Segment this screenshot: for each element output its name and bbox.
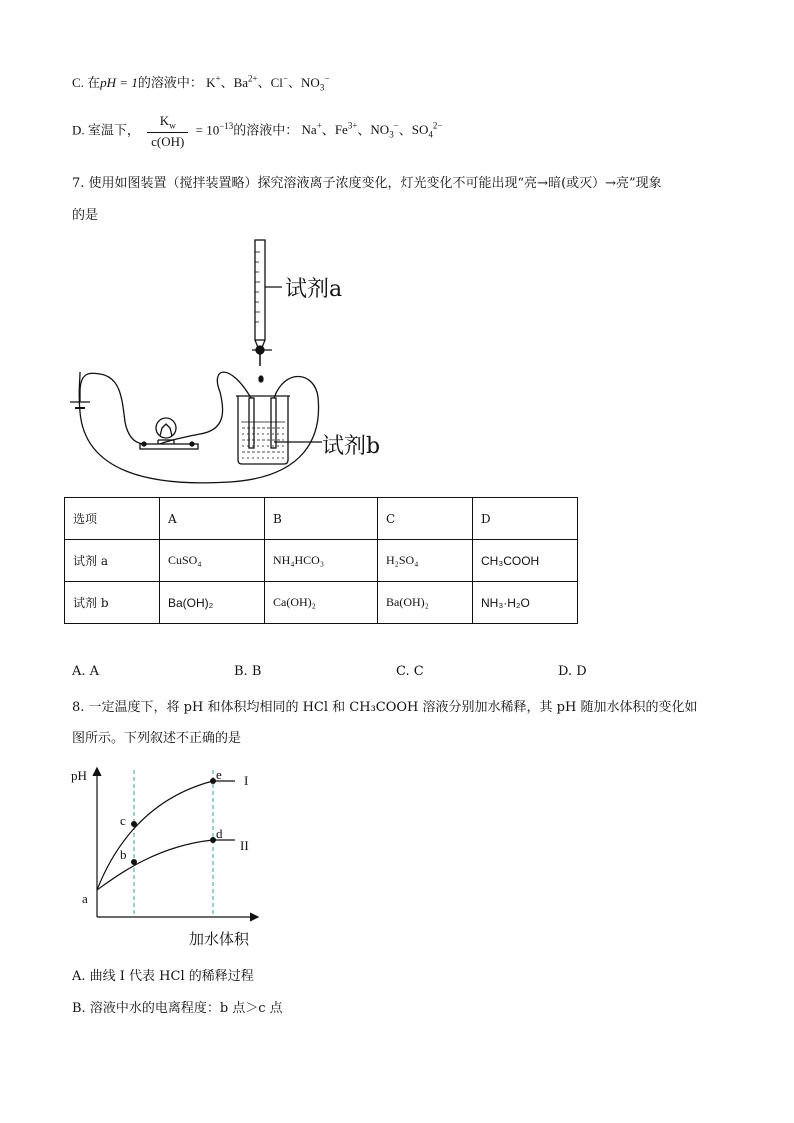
curve-2 bbox=[97, 840, 235, 890]
q7-stem-line2: 的是 bbox=[72, 208, 99, 223]
table-cell: D bbox=[473, 498, 578, 540]
label-reagent-a: 试剂a bbox=[285, 277, 343, 302]
q6-d-exponent: −13 bbox=[219, 120, 234, 131]
wire-right-electrode bbox=[79, 372, 318, 483]
table-cell: 试剂 b bbox=[65, 582, 160, 624]
choice-c: C. C bbox=[396, 664, 424, 679]
table-cell: C bbox=[378, 498, 473, 540]
table-cell: Ba(OH)₂ bbox=[378, 582, 473, 624]
ion-ba: $Ba^{2+}$ bbox=[233, 73, 258, 90]
choice-b: B. B bbox=[234, 664, 262, 679]
table-cell: NH₃·H₂O bbox=[473, 582, 578, 624]
label-d: d bbox=[216, 826, 223, 841]
label-e: e bbox=[216, 767, 222, 782]
label-reagent-b: 试剂b bbox=[322, 434, 381, 459]
ylabel: pH bbox=[71, 768, 87, 783]
curve-2-label: II bbox=[240, 838, 249, 853]
solution bbox=[241, 422, 285, 458]
ion-fe: $Fe^{3+}$ bbox=[334, 120, 358, 138]
ion-no3-d: $NO_3^-$ bbox=[370, 120, 399, 140]
q6-c-prefix: C. 在 bbox=[72, 75, 101, 90]
point-c bbox=[131, 821, 137, 827]
table-cell: 试剂 a bbox=[65, 540, 160, 582]
q6-c-condition: pH = 1 bbox=[100, 75, 138, 90]
point-b bbox=[131, 859, 137, 865]
curve-1-label: I bbox=[244, 773, 249, 788]
table-cell: H₂SO₄ bbox=[378, 540, 473, 582]
curve-1 bbox=[97, 781, 235, 890]
ion-k: K+ bbox=[206, 73, 221, 90]
label-c: c bbox=[120, 813, 126, 828]
beaker bbox=[238, 396, 288, 464]
kw-fraction: $\frac{K_w}{c(OH)}$ bbox=[147, 113, 188, 150]
table-cell: NH₄HCO₃ bbox=[265, 540, 378, 582]
table-cell: B bbox=[265, 498, 378, 540]
table-cell: CuSO₄ bbox=[160, 540, 265, 582]
table-cell: Ca(OH)₂ bbox=[265, 582, 378, 624]
table-cell: 选项 bbox=[65, 498, 160, 540]
apparatus-diagram bbox=[60, 232, 480, 492]
burette bbox=[255, 240, 265, 340]
wire-battery-top bbox=[80, 373, 145, 444]
label-b: b bbox=[120, 847, 127, 862]
electrode-left bbox=[249, 398, 254, 448]
table-cell: CH₃COOH bbox=[473, 540, 578, 582]
stopcock bbox=[256, 346, 264, 354]
xlabel: 加水体积 bbox=[189, 930, 250, 948]
drop bbox=[259, 376, 263, 382]
table-cell: A bbox=[160, 498, 265, 540]
q8-stem-line2: 图所示。下列叙述不正确的是 bbox=[72, 731, 242, 746]
table-header-row bbox=[65, 498, 578, 540]
choice-d: D. D bbox=[558, 664, 587, 679]
q8-stem-line1: 8. 一定温度下，将 pH 和体积均相同的 HCl 和 CH₃COOH 溶液分别加水稀释，其 pH 随加水体积的变化如 bbox=[72, 700, 698, 715]
electrode-right bbox=[271, 398, 276, 448]
label-a: a bbox=[82, 891, 88, 906]
q6-option-c: C. 在pH = 1的溶液中： K+、$Ba^{2+}$、Cl−、$NO_3^-$ bbox=[72, 73, 330, 93]
q6-d-equals: = 10 bbox=[195, 122, 220, 138]
table-cell: Ba(OH)₂ bbox=[160, 582, 265, 624]
ion-so4: $SO_4^{2-}$ bbox=[411, 120, 443, 140]
choice-a: A. A bbox=[72, 664, 100, 679]
q7-stem-line1: 7. 使用如图装置（搅拌装置略）探究溶液离子浓度变化，灯光变化不可能出现“亮→暗(或灭）→亮”现象 bbox=[72, 176, 662, 191]
q6-d-suffix: 的溶液中： bbox=[233, 122, 299, 138]
burette-scale bbox=[255, 252, 260, 322]
lamp-base bbox=[140, 444, 198, 449]
ph-dilution-graph bbox=[70, 762, 270, 942]
q8-option-b: B. 溶液中水的电离程度：b 点＞c 点 bbox=[72, 1001, 283, 1016]
table-row bbox=[65, 540, 578, 582]
ion-no3: $NO_3^-$ bbox=[301, 73, 330, 93]
table-row bbox=[65, 582, 578, 624]
lamp-bulb bbox=[156, 418, 176, 438]
q8-option-a: A. 曲线 I 代表 HCl 的稀释过程 bbox=[72, 969, 254, 984]
reagent-table bbox=[64, 497, 578, 624]
q6-d-prefix: D. 室温下， bbox=[72, 122, 140, 138]
ion-cl: Cl− bbox=[270, 73, 289, 90]
q6-c-suffix: 的溶液中： bbox=[137, 75, 203, 90]
ion-na: Na+ bbox=[301, 120, 322, 138]
q6-option-d: D. 室温下， $\frac{K_w}{c(OH)}$ = $10^{-13}$的溶液中： Na+、$Fe^{3+}$、$NO_3^-$、$SO_4^{2-}$ bbox=[72, 113, 443, 149]
